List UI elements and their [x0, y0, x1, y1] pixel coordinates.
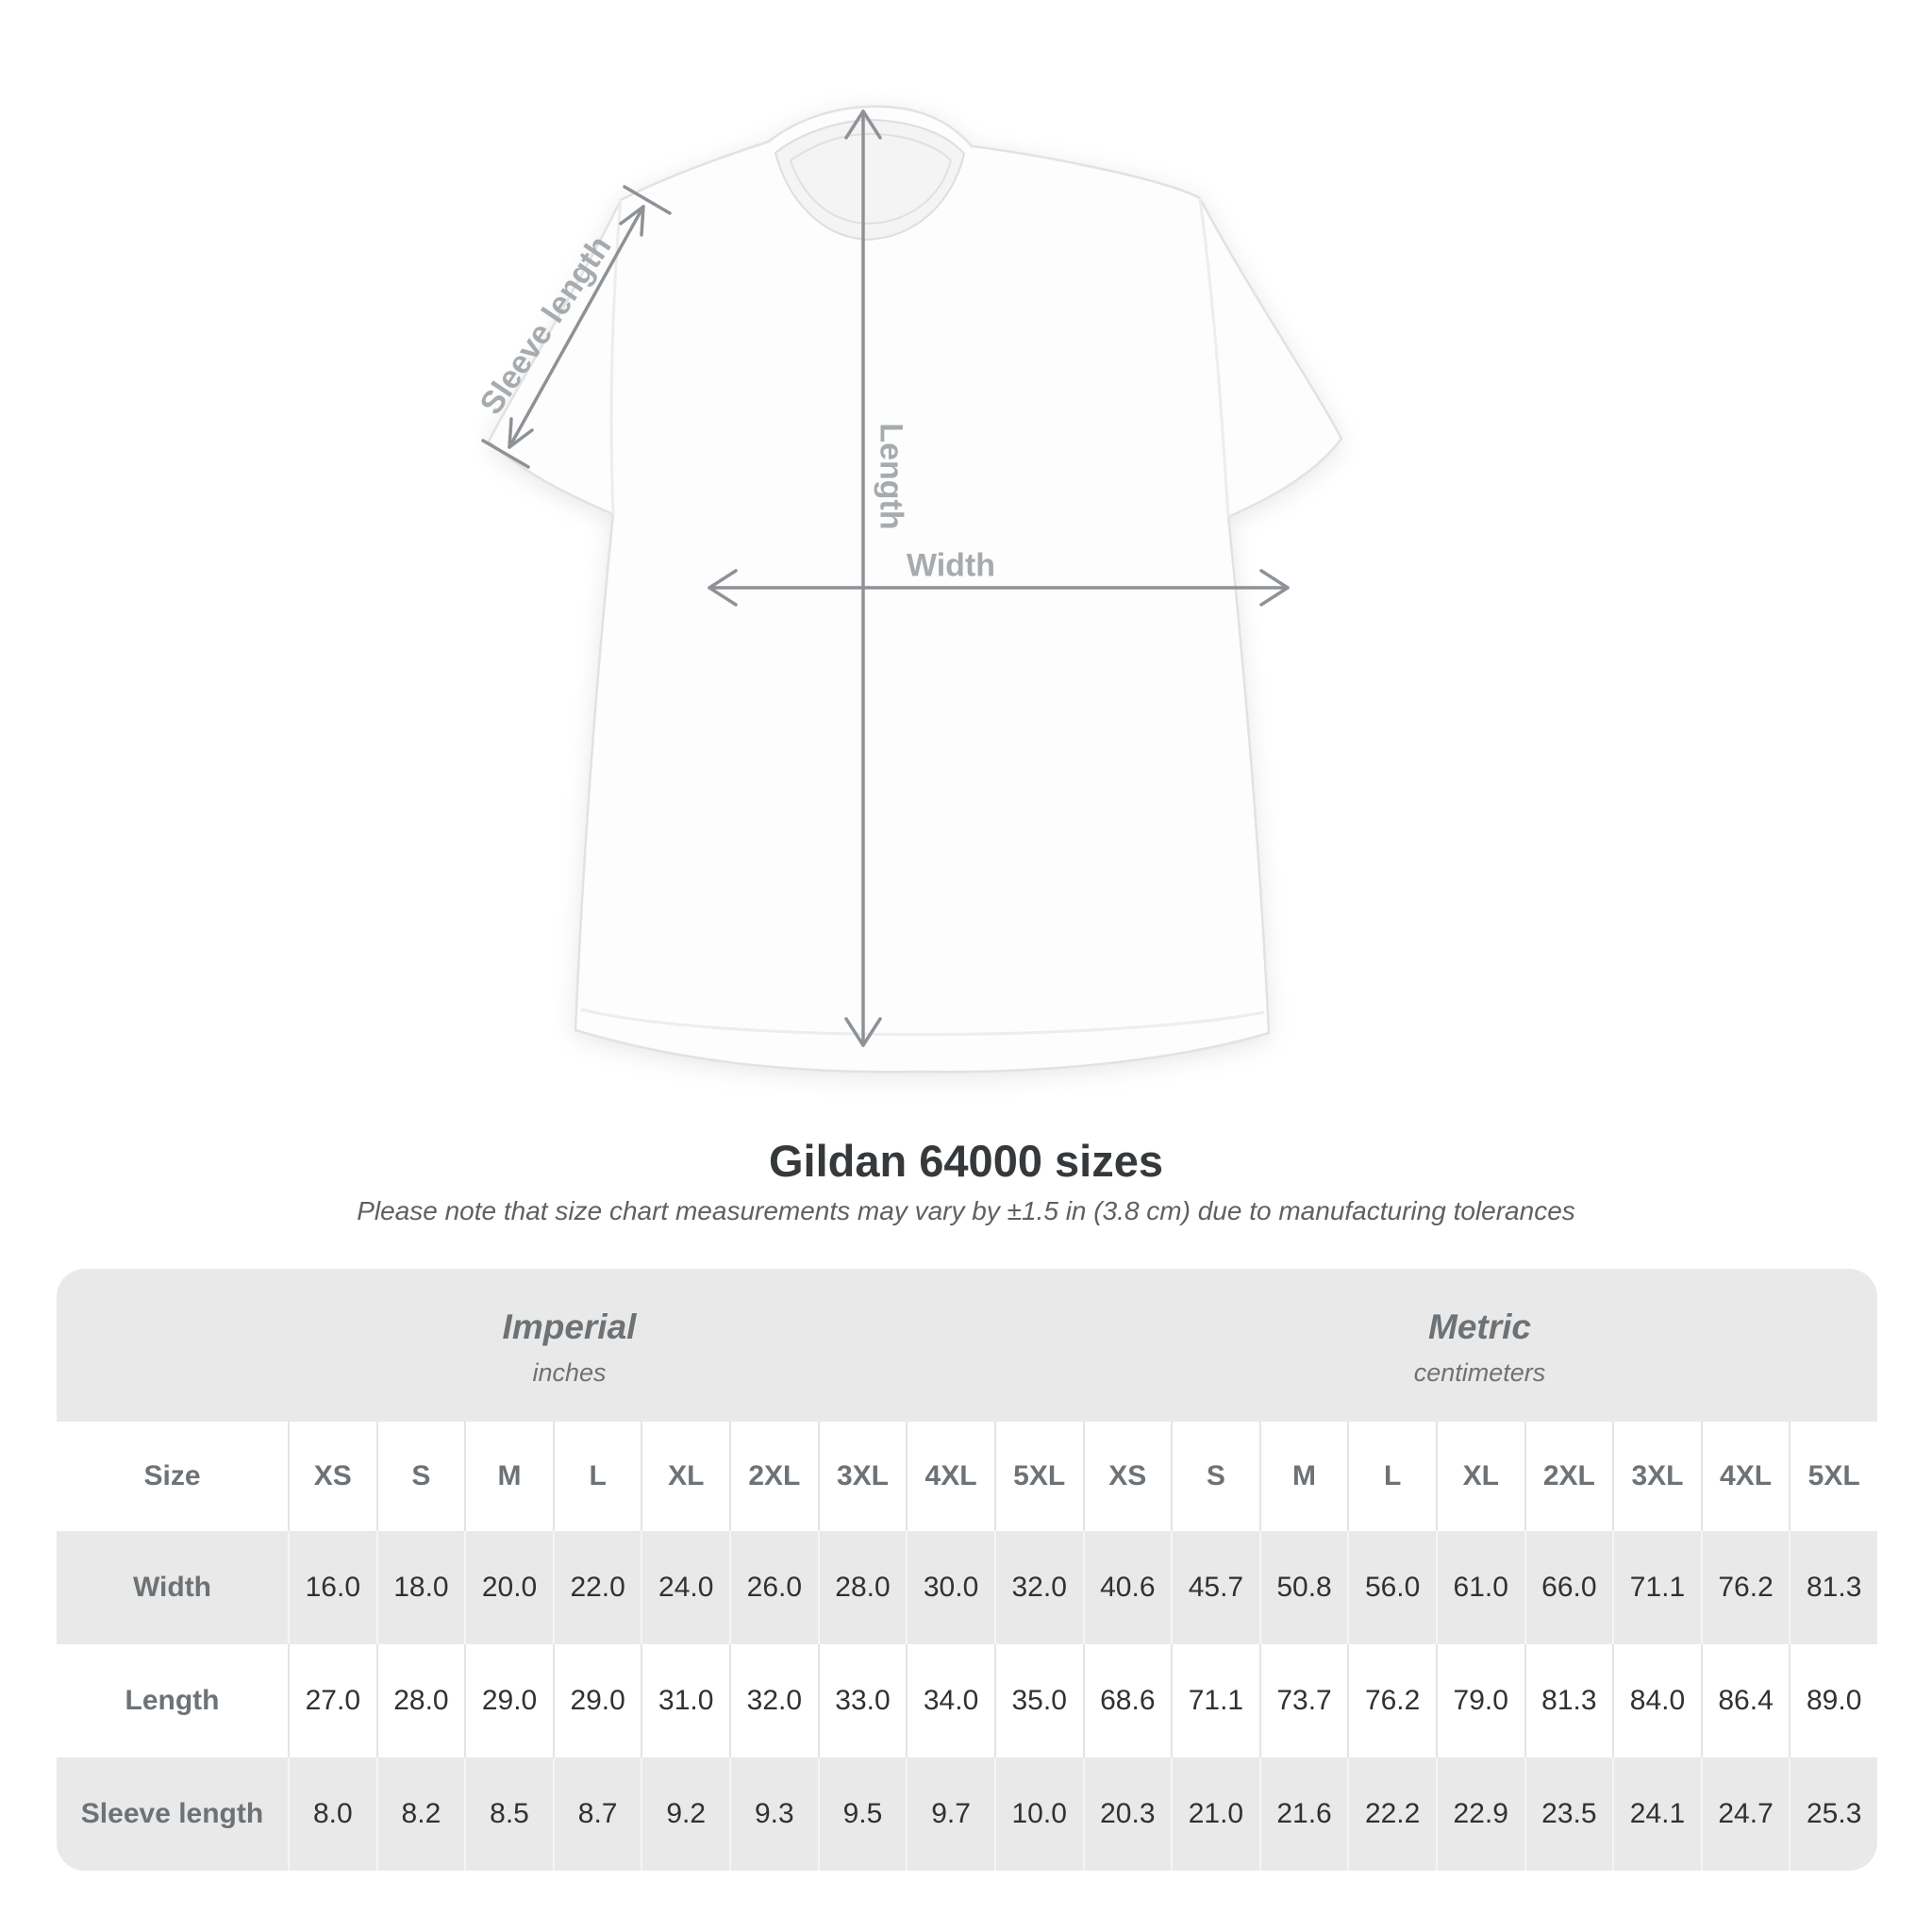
- metric-value-cell: 76.2: [1347, 1644, 1436, 1757]
- imperial-value-cell: 20.0: [464, 1531, 553, 1644]
- imperial-value-cell: 35.0: [994, 1644, 1083, 1757]
- metric-value-cell: 84.0: [1612, 1644, 1701, 1757]
- imperial-value-cell: 8.7: [553, 1757, 641, 1871]
- imperial-value-cell: 9.2: [641, 1757, 729, 1871]
- size-column-header: 5XL: [1789, 1422, 1877, 1531]
- imperial-value-cell: 28.0: [818, 1531, 907, 1644]
- metric-value-cell: 25.3: [1789, 1757, 1877, 1871]
- imperial-value-cell: 8.2: [376, 1757, 465, 1871]
- metric-value-cell: 86.4: [1701, 1644, 1790, 1757]
- tshirt-illustration: [415, 75, 1387, 1099]
- table-row: [57, 1644, 1877, 1757]
- metric-value-cell: 40.6: [1083, 1531, 1172, 1644]
- metric-value-cell: 66.0: [1524, 1531, 1613, 1644]
- size-column-header: S: [1171, 1422, 1259, 1531]
- size-column-header: 4XL: [1701, 1422, 1790, 1531]
- imperial-value-cell: 8.5: [464, 1757, 553, 1871]
- metric-title: Metric: [1428, 1307, 1531, 1346]
- row-label: Length: [125, 1685, 220, 1716]
- metric-value-cell: 22.9: [1436, 1757, 1524, 1871]
- metric-value-cell: 71.1: [1612, 1531, 1701, 1644]
- size-column-header: XL: [641, 1422, 729, 1531]
- page-title: Gildan 64000 sizes: [768, 1136, 1164, 1186]
- metric-value-cell: 56.0: [1347, 1531, 1436, 1644]
- imperial-title: Imperial: [502, 1307, 637, 1346]
- imperial-value-cell: 29.0: [464, 1644, 553, 1757]
- imperial-value-cell: 30.0: [906, 1531, 994, 1644]
- size-table: [57, 1269, 1877, 1871]
- imperial-value-cell: 10.0: [994, 1757, 1083, 1871]
- size-column-header: XS: [1083, 1422, 1172, 1531]
- metric-value-cell: 24.1: [1612, 1757, 1701, 1871]
- imperial-value-cell: 28.0: [376, 1644, 465, 1757]
- metric-value-cell: 76.2: [1701, 1531, 1790, 1644]
- length-label: Length: [873, 423, 909, 530]
- imperial-value-cell: 9.7: [906, 1757, 994, 1871]
- size-column-header: 3XL: [1612, 1422, 1701, 1531]
- size-column-header: 5XL: [994, 1422, 1083, 1531]
- metric-value-cell: 89.0: [1789, 1644, 1877, 1757]
- row-label: Sleeve length: [80, 1798, 264, 1829]
- unit-header-band: [57, 1269, 1877, 1422]
- size-column-header: XS: [288, 1422, 376, 1531]
- metric-value-cell: 23.5: [1524, 1757, 1613, 1871]
- imperial-value-cell: 33.0: [818, 1644, 907, 1757]
- imperial-value-cell: 26.0: [729, 1531, 818, 1644]
- imperial-value-cell: 34.0: [906, 1644, 994, 1757]
- imperial-unit: inches: [532, 1357, 607, 1387]
- row-label: Width: [132, 1572, 212, 1603]
- imperial-value-cell: 31.0: [641, 1644, 729, 1757]
- imperial-value-cell: 27.0: [288, 1644, 376, 1757]
- size-column-header: L: [553, 1422, 641, 1531]
- imperial-value-cell: 9.5: [818, 1757, 907, 1871]
- imperial-value-cell: 9.3: [729, 1757, 818, 1871]
- size-column-header: XL: [1436, 1422, 1524, 1531]
- metric-value-cell: 81.3: [1524, 1644, 1613, 1757]
- size-column-header: 2XL: [1524, 1422, 1613, 1531]
- size-column-header: S: [376, 1422, 465, 1531]
- size-column-header: L: [1347, 1422, 1436, 1531]
- table-row: [57, 1757, 1877, 1871]
- metric-header: [1082, 1269, 1877, 1422]
- imperial-value-cell: 32.0: [994, 1531, 1083, 1644]
- size-header-row: [57, 1422, 1877, 1531]
- metric-value-cell: 20.3: [1083, 1757, 1172, 1871]
- table-row: [57, 1531, 1877, 1644]
- metric-value-cell: 21.6: [1259, 1757, 1348, 1871]
- size-corner-header: Size: [143, 1460, 201, 1491]
- metric-value-cell: 68.6: [1083, 1644, 1172, 1757]
- metric-value-cell: 45.7: [1171, 1531, 1259, 1644]
- size-column-header: 4XL: [906, 1422, 994, 1531]
- imperial-value-cell: 22.0: [553, 1531, 641, 1644]
- imperial-header: [57, 1269, 1082, 1422]
- metric-value-cell: 79.0: [1436, 1644, 1524, 1757]
- sleeve-length-label: Sleeve length: [473, 229, 619, 422]
- tshirt-diagram: [415, 75, 1387, 1099]
- metric-value-cell: 21.0: [1171, 1757, 1259, 1871]
- metric-value-cell: 22.2: [1347, 1757, 1436, 1871]
- tolerance-note: Please note that size chart measurements may vary by ±1.5 in (3.8 cm) due to manufacturing tolerances: [357, 1196, 1575, 1225]
- imperial-value-cell: 16.0: [288, 1531, 376, 1644]
- size-column-header: M: [1259, 1422, 1348, 1531]
- metric-unit: centimeters: [1413, 1357, 1546, 1387]
- metric-value-cell: 71.1: [1171, 1644, 1259, 1757]
- metric-value-cell: 50.8: [1259, 1531, 1348, 1644]
- metric-value-cell: 24.7: [1701, 1757, 1790, 1871]
- metric-value-cell: 61.0: [1436, 1531, 1524, 1644]
- metric-value-cell: 81.3: [1789, 1531, 1877, 1644]
- imperial-value-cell: 18.0: [376, 1531, 465, 1644]
- size-column-header: 3XL: [818, 1422, 907, 1531]
- size-column-header: 2XL: [729, 1422, 818, 1531]
- imperial-value-cell: 24.0: [641, 1531, 729, 1644]
- imperial-value-cell: 32.0: [729, 1644, 818, 1757]
- imperial-value-cell: 8.0: [288, 1757, 376, 1871]
- size-column-header: M: [464, 1422, 553, 1531]
- imperial-value-cell: 29.0: [553, 1644, 641, 1757]
- width-label: Width: [906, 547, 996, 584]
- metric-value-cell: 73.7: [1259, 1644, 1348, 1757]
